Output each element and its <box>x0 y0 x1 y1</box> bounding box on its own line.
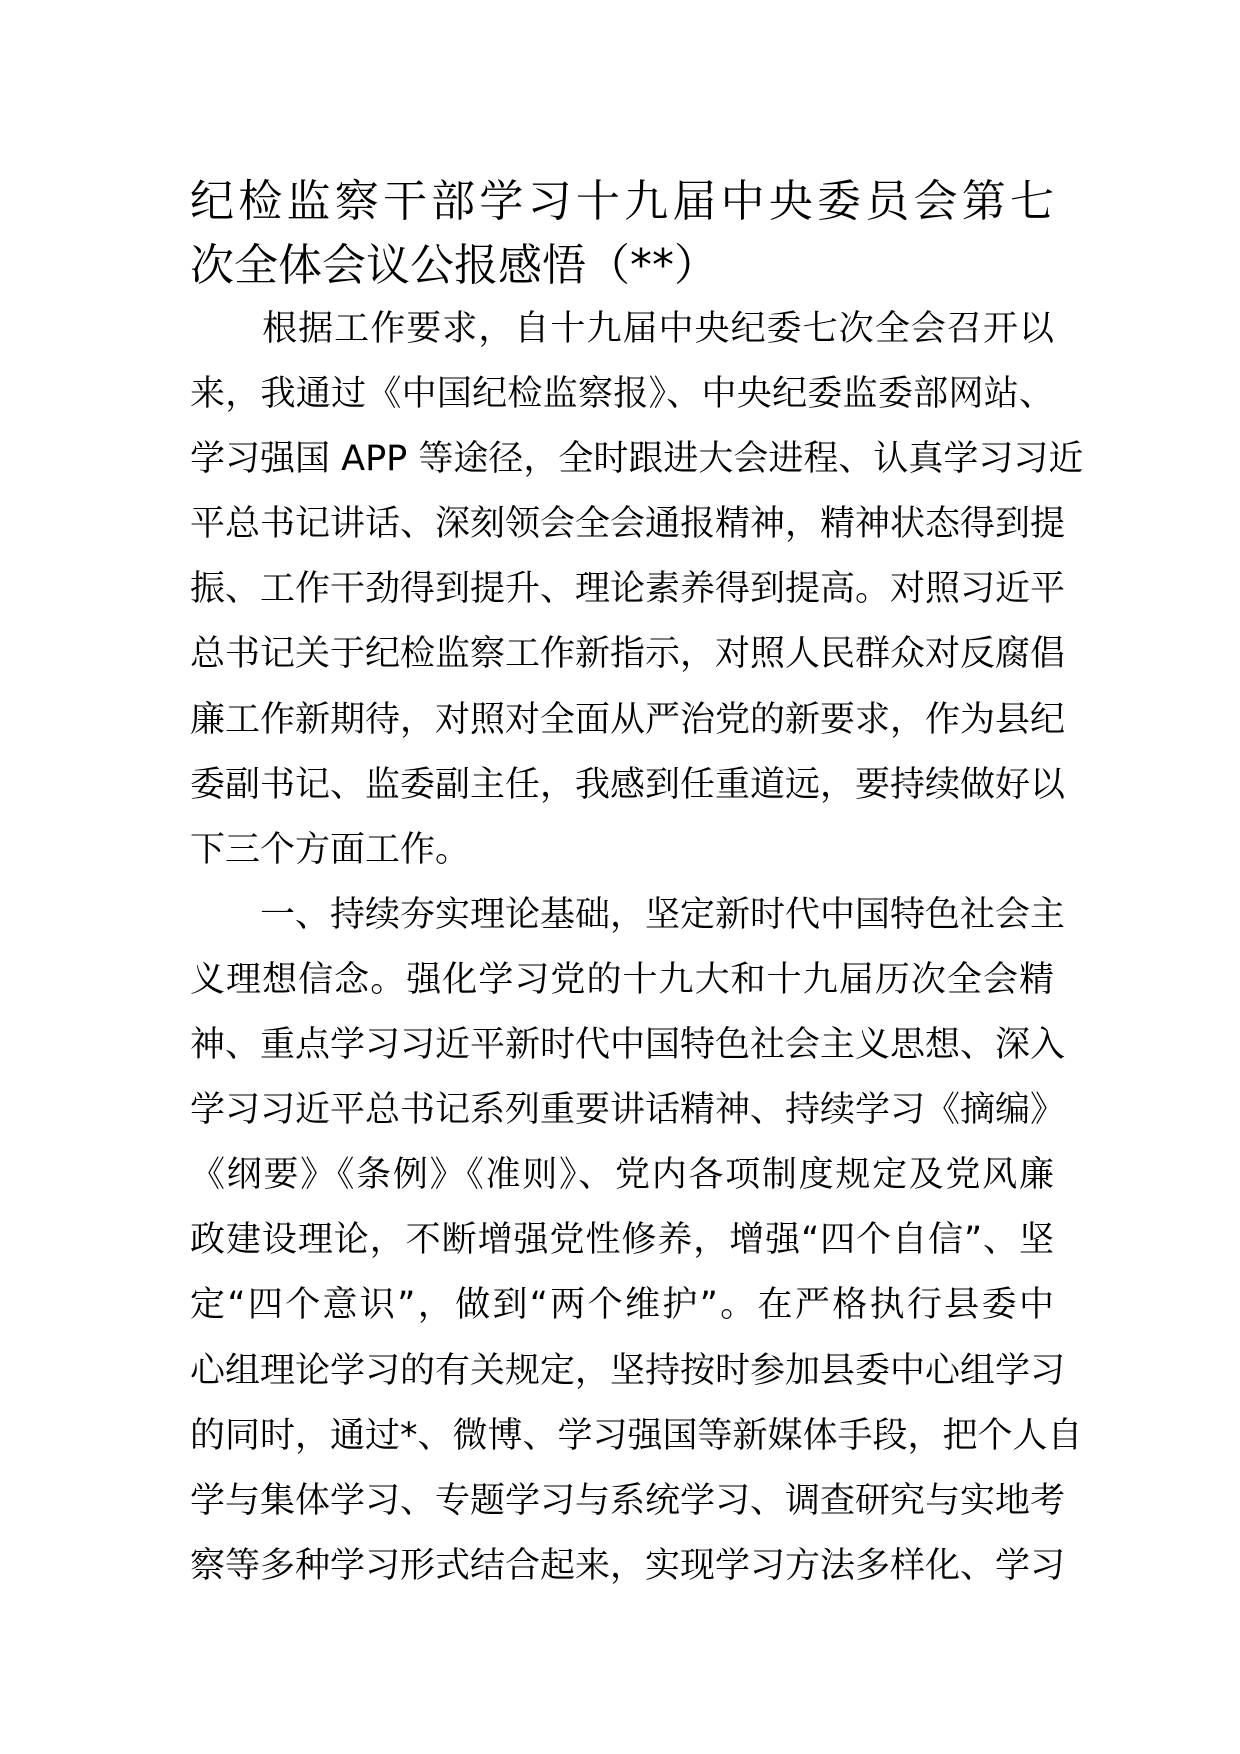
text-line: 政建设理论，不断增强党性修养，增强“四个自信”、坚 <box>190 1220 1054 1261</box>
text-line: 平总书记讲话、深刻领会全会通报精神，精神状态得到提 <box>190 504 1066 545</box>
document-body <box>190 297 1084 1599</box>
text-line: 委副书记、监委副主任，我感到任重道远，要持续做好以 <box>190 764 1066 805</box>
text-line: 根据工作要求，自十九届中央纪委七次全会召开以 <box>190 309 1054 349</box>
text-line: 神、重点学习习近平新时代中国特色社会主义思想、深入 <box>190 1025 1066 1066</box>
text-line: 《纲要》《条例》《准则》、党内各项制度规定及党风廉 <box>190 1155 1054 1196</box>
text-line: 学与集体学习、专题学习与系统学习、调查研究与实地考 <box>190 1480 1066 1521</box>
document-title <box>190 170 1054 298</box>
title-line: 纪检监察干部学习十九届中央委员会第七 <box>190 176 1054 227</box>
text-line: 的同时，通过*、微博、学习强国等新媒体手段，把个人自 <box>190 1415 1083 1456</box>
text-line: 义理想信念。强化学习党的十九大和十九届历次全会精 <box>190 959 1054 1000</box>
text-line: 廉工作新期待，对照对全面从严治党的新要求，作为县纪 <box>190 699 1066 740</box>
text-line: 来，我通过《中国纪检监察报》、中央纪委监委部网站、 <box>190 374 1054 415</box>
text-line: 察等多种学习形式结合起来，实现学习方法多样化、学习 <box>190 1545 1066 1586</box>
text-line: 学习强国 APP 等途径，全时跟进大会进程、认真学习习近 <box>190 439 1084 480</box>
text-line: 心组理论学习的有关规定，坚持按时参加县委中心组学习 <box>190 1350 1066 1391</box>
text-line: 一、持续夯实理论基础，坚定新时代中国特色社会主 <box>190 894 1066 935</box>
text-line: 下三个方面工作。 <box>190 829 471 870</box>
text-line: 学习习近平总书记系列重要讲话精神、持续学习《摘编》 <box>190 1090 1066 1131</box>
title-line: 次全体会议公报感悟（**） <box>190 240 718 291</box>
text-line: 总书记关于纪检监察工作新指示，对照人民群众对反腐倡 <box>190 634 1066 675</box>
paragraph <box>190 297 1084 883</box>
text-line: 振、工作干劲得到提升、理论素养得到提高。对照习近平 <box>190 569 1066 610</box>
text-line: 定“四个意识”，做到“两个维护”。在严格执行县委中 <box>190 1285 1054 1326</box>
paragraph <box>190 883 1083 1599</box>
